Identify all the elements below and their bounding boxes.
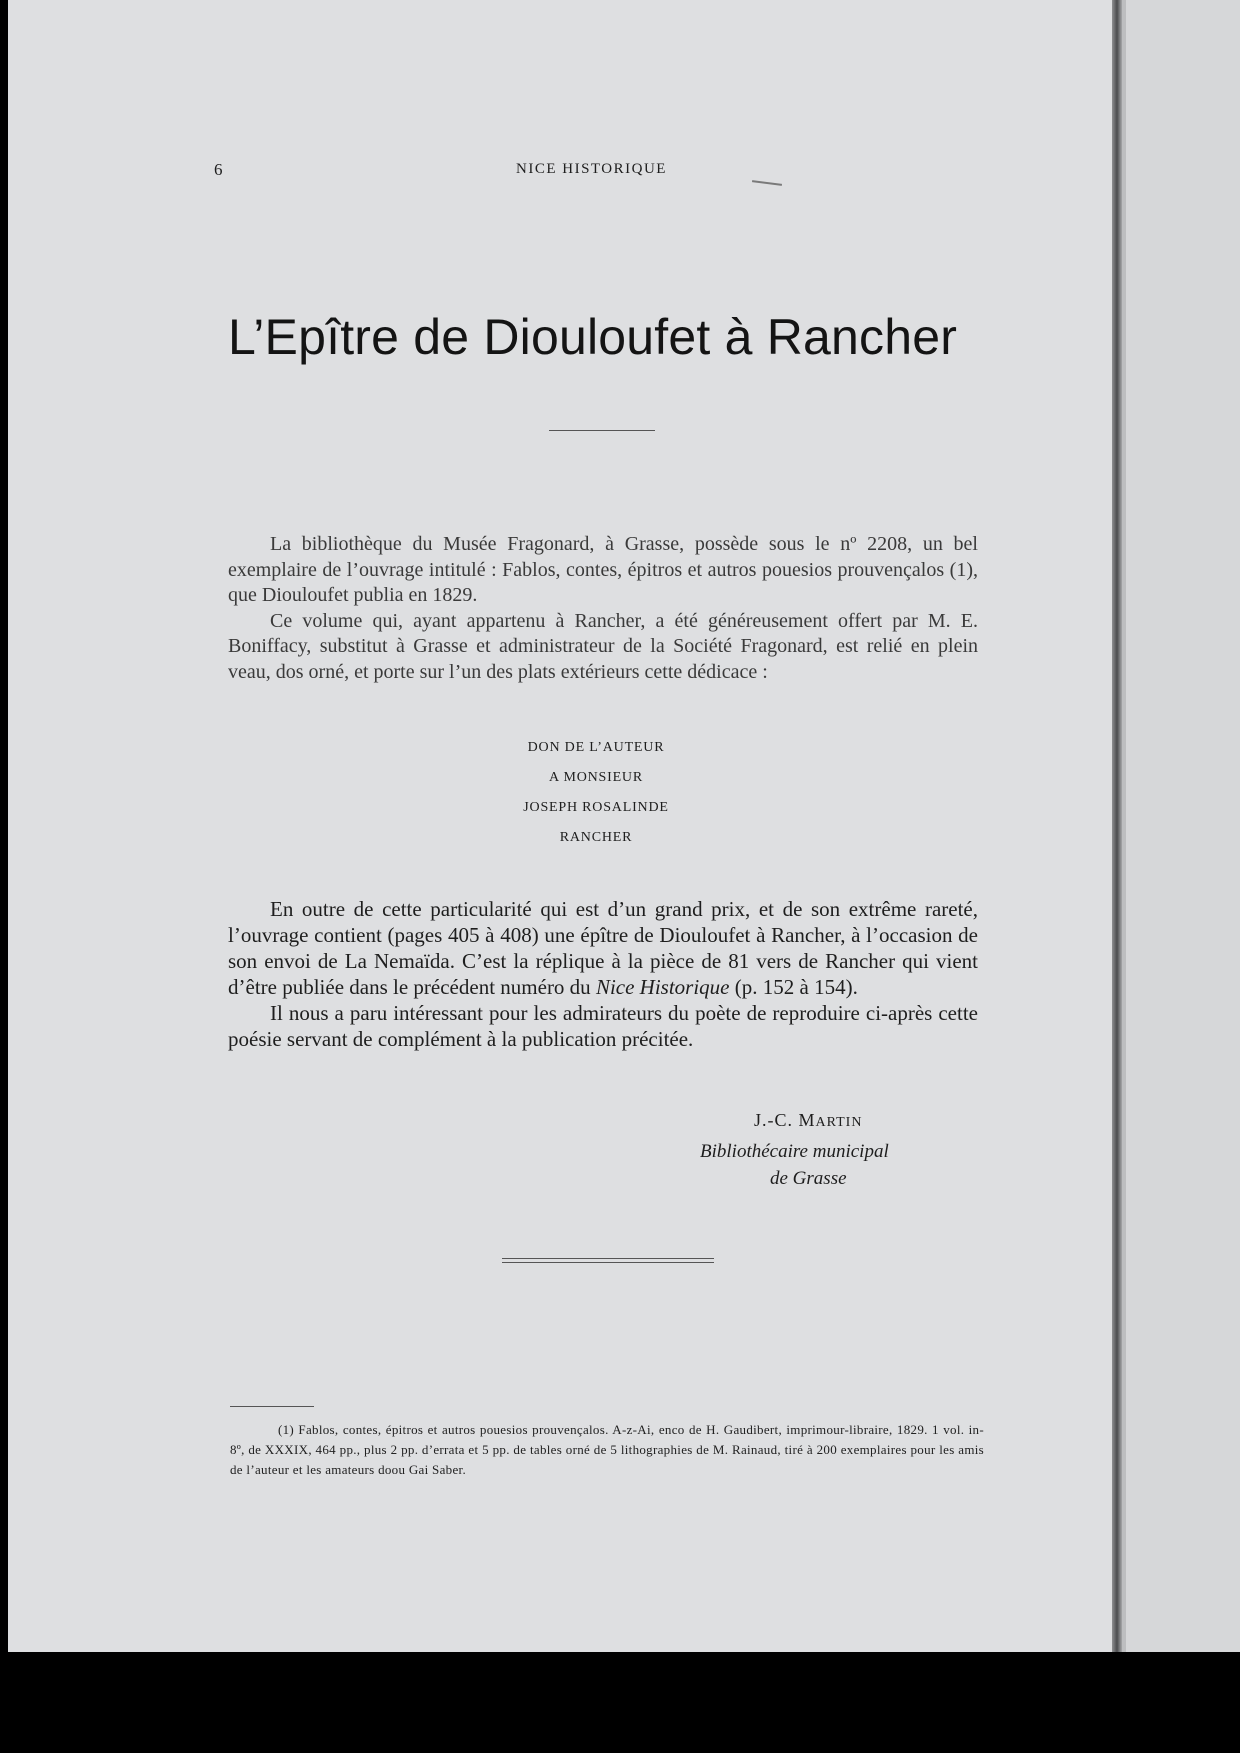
paragraph-3 bbox=[228, 896, 978, 1000]
paragraph-4: Il nous a paru intéressant pour les admirateurs du poète de reproduire ci-après cette poésie servant de complément à la publication précitée. bbox=[228, 1001, 978, 1051]
article-title: L’Epître de Diouloufet à Rancher bbox=[228, 309, 958, 365]
footnote-rule bbox=[230, 1406, 314, 1407]
end-rule-bottom bbox=[502, 1262, 714, 1263]
paragraph-3-end: (p. 152 à 154). bbox=[729, 975, 858, 999]
dedication-line-4: RANCHER bbox=[559, 830, 633, 845]
end-rule-top bbox=[502, 1258, 714, 1259]
dedication-line-1: DON DE L’AUTEUR bbox=[527, 740, 665, 755]
paragraph-1: La bibliothèque du Musée Fragonard, à Grasse, possède sous le nº 2208, un bel exemplaire de l’ouvrage intitulé : Fablos, contes, épitros et autros pouesios prouvençalos (1), que Diouloufet publia en 1829. bbox=[228, 533, 978, 606]
intro-paragraphs bbox=[228, 532, 978, 685]
paragraph-2: Ce volume qui, ayant appartenu à Rancher, a été généreusement offert par M. E. Boniffacy, substitut à Grasse et administrateur de la Société Fragonard, est relié en plein veau, dos orné, et porte sur l’un des plats extérieurs cette dédicace : bbox=[228, 609, 978, 683]
paragraph-3-text: En outre de cette particularité qui est d’un grand prix, et de son extrême rareté, l’ouvrage contient (pages 405 à 408) une épître de Diouloufet à Rancher, à l’occasion de son envoi de La Nemaïda. C’est la réplique à la pièce de 81 vers de Rancher qui vient d’être publiée dans le précédent numéro du bbox=[228, 897, 978, 999]
page-number: 6 bbox=[214, 160, 223, 179]
footnote bbox=[230, 1420, 984, 1480]
footnote-text: (1) Fablos, contes, épitros et autros pouesios prouvençalos. A-z-Ai, enco de H. Gaudibert, imprimour-libraire, 1829. 1 vol. in-8º, de XXXIX, 464 pp., plus 2 pp. d’errata et 5 pp. de tables orné de 5 lithographies de M. Rainaud, tiré à 200 exemplaires pour les amis de l’auteur et les amateurs doou Gai Saber. bbox=[230, 1422, 984, 1477]
author-name bbox=[754, 1110, 862, 1131]
running-title: NICE HISTORIQUE bbox=[516, 161, 667, 177]
author-place: de Grasse bbox=[770, 1168, 847, 1189]
author-title: Bibliothécaire municipal bbox=[700, 1141, 889, 1162]
dedication-line-2: A MONSIEUR bbox=[549, 770, 643, 785]
main-paragraphs bbox=[228, 896, 978, 1052]
journal-title: Nice Historique bbox=[595, 975, 730, 999]
author-initials: J.-C. M bbox=[754, 1110, 816, 1130]
dedication-line-3: JOSEPH ROSALINDE bbox=[523, 800, 669, 815]
author-surname-smallcaps: ARTIN bbox=[815, 1115, 863, 1130]
dedication bbox=[0, 733, 1240, 853]
running-header bbox=[0, 160, 1240, 184]
title-rule bbox=[549, 430, 655, 431]
